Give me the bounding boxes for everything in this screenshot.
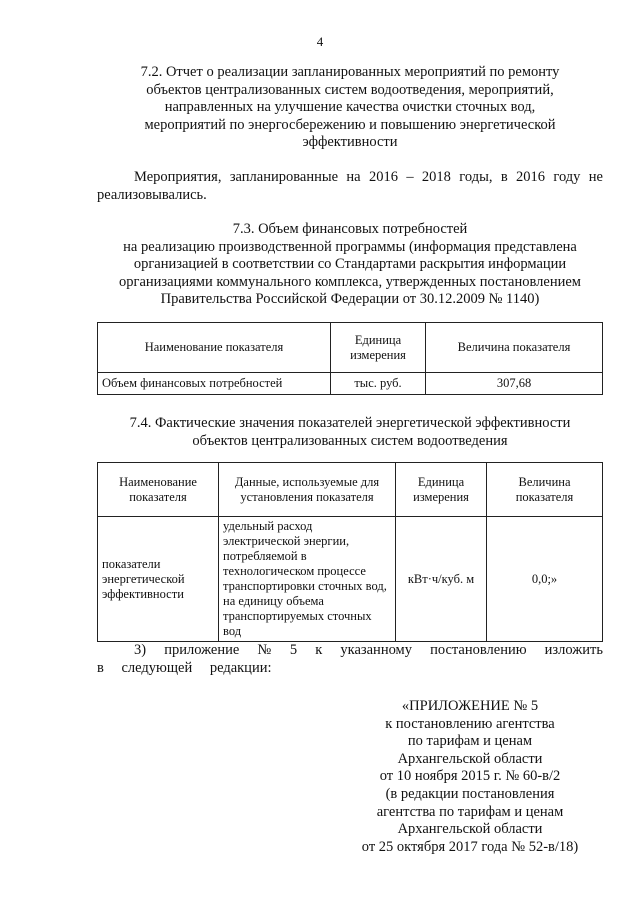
header-cell: Единица измерения (396, 463, 487, 517)
table-cell: удельный расход электрической энергии, потребляемой в технологическом процессе транспортировки сточных вод, на единицу объема транспортируемых сточных вод (219, 517, 396, 642)
title-line: направленных на улучшение качества очистки сточных вод, (164, 99, 536, 115)
financial-needs-table (97, 322, 603, 395)
table-cell: Объем финансовых потребностей (98, 373, 331, 395)
table-cell: 0,0;» (487, 517, 603, 642)
header-cell: Наименование показателя (98, 323, 331, 373)
title-line: организацией в соответствии со Стандартами раскрытия информации (133, 256, 567, 272)
appendix-line: от 25 октября 2017 года № 52-в/18) (361, 838, 579, 855)
appendix-line: Архангельской области (397, 750, 543, 767)
header-cell: Величина показателя (487, 463, 603, 517)
header-cell: Данные, используемые для установления показателя (219, 463, 396, 517)
appendix-line: Архангельской области (397, 821, 543, 838)
title-line: объектов централизованных систем водоотведения, мероприятий, (146, 81, 554, 98)
table-header-row (98, 463, 603, 517)
header-cell: Величина показателя (426, 323, 603, 373)
table-cell: кВт·ч/куб. м (396, 517, 487, 642)
section-7-2-body: Мероприятия, запланированные на 2016 – 2018 годы, в 2016 году не реализовывались. (97, 169, 603, 203)
title-line: 7.3. Объем финансовых потребностей (232, 221, 468, 237)
table-cell: тыс. руб. (331, 373, 426, 395)
appendix-line: «ПРИЛОЖЕНИЕ № 5 (401, 698, 539, 714)
title-line: 7.4. Фактические значения показателей энергетической эффективности (129, 415, 571, 431)
title-line: объектов централизованных систем водоотведения (192, 432, 508, 449)
title-line: 7.2. Отчет о реализации запланированных мероприятий по ремонту (140, 64, 560, 80)
appendix-header (330, 698, 610, 856)
title-line: Правительства Российской Федерации от 30.12.2009 № 1140) (160, 291, 540, 307)
page-number: 4 (316, 34, 324, 49)
table-cell: 307,68 (426, 373, 603, 395)
item-3-text: 3) приложение № 5 к указанному постановлению изложить в следующей редакции: (97, 642, 603, 676)
header-cell: Единица измерения (331, 323, 426, 373)
section-7-3-title (90, 221, 610, 309)
section-7-4-title (90, 415, 610, 450)
table-row (98, 517, 603, 642)
title-line: эффективности (302, 134, 398, 150)
header-cell: Наименование показателя (98, 463, 219, 517)
appendix-line: по тарифам и ценам (407, 733, 533, 750)
table-cell: показатели энергетической эффективности (98, 517, 219, 642)
appendix-line: агентства по тарифам и ценам (376, 803, 564, 820)
section-7-2-title (100, 64, 600, 152)
title-line: организациями коммунального комплекса, утвержденных постановлением (119, 273, 581, 290)
title-line: на реализацию производственной программы (информация представлена (123, 238, 577, 255)
appendix-line: к постановлению агентства (385, 715, 555, 732)
table-row (98, 373, 603, 395)
table-header-row (98, 323, 603, 373)
energy-efficiency-table (97, 462, 603, 642)
appendix-line: (в редакции постановления (385, 785, 555, 802)
title-line: мероприятий по энергосбережению и повышению энергетической (144, 116, 556, 133)
appendix-line: от 10 ноября 2015 г. № 60-в/2 (379, 768, 561, 785)
